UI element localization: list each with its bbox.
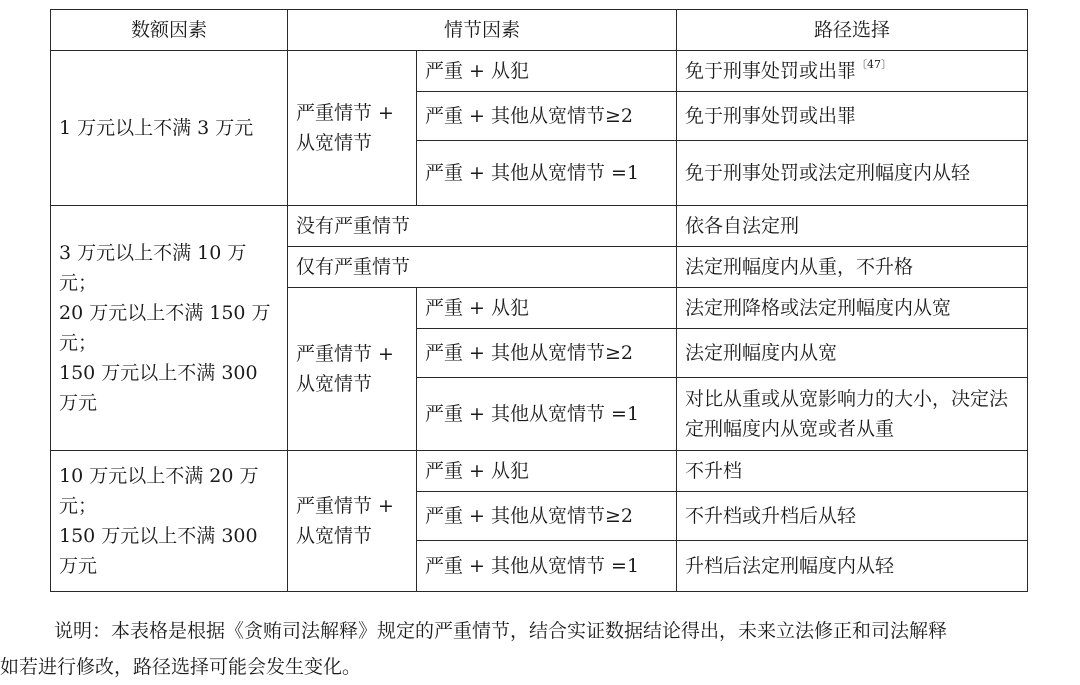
- path-cell: 不升档或升档后从轻: [677, 492, 1028, 541]
- amount-line: 20 万元以上不满 150 万元；: [59, 302, 271, 354]
- amount-line: 150 万元以上不满 300 万元: [59, 525, 258, 577]
- table-row: [51, 206, 1028, 247]
- note-line-2: 如若进行修改，路径选择可能会发生变化。: [0, 656, 362, 678]
- plot-cell-2: 严重情节 + 从宽情节: [288, 288, 417, 451]
- sub-plot-cell: 严重 + 其他从宽情节≥2: [417, 492, 677, 541]
- footnote-ref: 〔47〕: [856, 58, 893, 71]
- amount-cell-2: [51, 206, 288, 451]
- table-row: [51, 451, 1028, 492]
- path-cell: 免于刑事处罚或出罪: [677, 92, 1028, 141]
- sub-plot-cell: 严重 + 从犯: [417, 451, 677, 492]
- path-cell: 升档后法定刑幅度内从轻: [677, 541, 1028, 592]
- path-cell: 免于刑事处罚或法定刑幅度内从轻: [677, 141, 1028, 206]
- amount-cell-3: [51, 451, 288, 592]
- table-header-row: [51, 10, 1028, 51]
- amount-cell-1: 1 万元以上不满 3 万元: [51, 51, 288, 206]
- legal-path-table: [50, 9, 1028, 592]
- amount-line: 150 万元以上不满 300 万元: [59, 362, 258, 414]
- path-cell: 法定刑幅度内从宽: [677, 329, 1028, 378]
- no-serious-cell: 没有严重情节: [288, 206, 677, 247]
- sub-plot-cell: 严重 + 其他从宽情节≥2: [417, 329, 677, 378]
- path-cell: [677, 51, 1028, 92]
- sub-plot-cell: 严重 + 从犯: [417, 51, 677, 92]
- sub-plot-cell: 严重 + 其他从宽情节 =1: [417, 378, 677, 451]
- only-serious-cell: 仅有严重情节: [288, 247, 677, 288]
- header-path: 路径选择: [677, 10, 1028, 51]
- path-cell: 法定刑幅度内从重，不升格: [677, 247, 1028, 288]
- sub-plot-cell: 严重 + 从犯: [417, 288, 677, 329]
- sub-plot-cell: 严重 + 其他从宽情节≥2: [417, 92, 677, 141]
- table-note: [0, 613, 1080, 685]
- header-amount: 数额因素: [51, 10, 288, 51]
- sub-plot-cell: 严重 + 其他从宽情节 =1: [417, 541, 677, 592]
- path-cell: 对比从重或从宽影响力的大小，决定法定刑幅度内从宽或者从重: [677, 378, 1028, 451]
- path-text: 免于刑事处罚或出罪: [685, 60, 857, 82]
- header-plot: 情节因素: [288, 10, 677, 51]
- note-line-1: 说明：本表格是根据《贪贿司法解释》规定的严重情节，结合实证数据结论得出，未来立法修正和司法解释: [54, 620, 948, 642]
- path-cell: 不升档: [677, 451, 1028, 492]
- plot-cell-3: 严重情节 + 从宽情节: [288, 451, 417, 592]
- amount-line: 3 万元以上不满 10 万元；: [59, 242, 247, 294]
- path-cell: 法定刑降格或法定刑幅度内从宽: [677, 288, 1028, 329]
- amount-line: 10 万元以上不满 20 万元；: [59, 465, 259, 517]
- sub-plot-cell: 严重 + 其他从宽情节 =1: [417, 141, 677, 206]
- path-cell: 依各自法定刑: [677, 206, 1028, 247]
- plot-cell-1: 严重情节 + 从宽情节: [288, 51, 417, 206]
- table-row: [51, 51, 1028, 92]
